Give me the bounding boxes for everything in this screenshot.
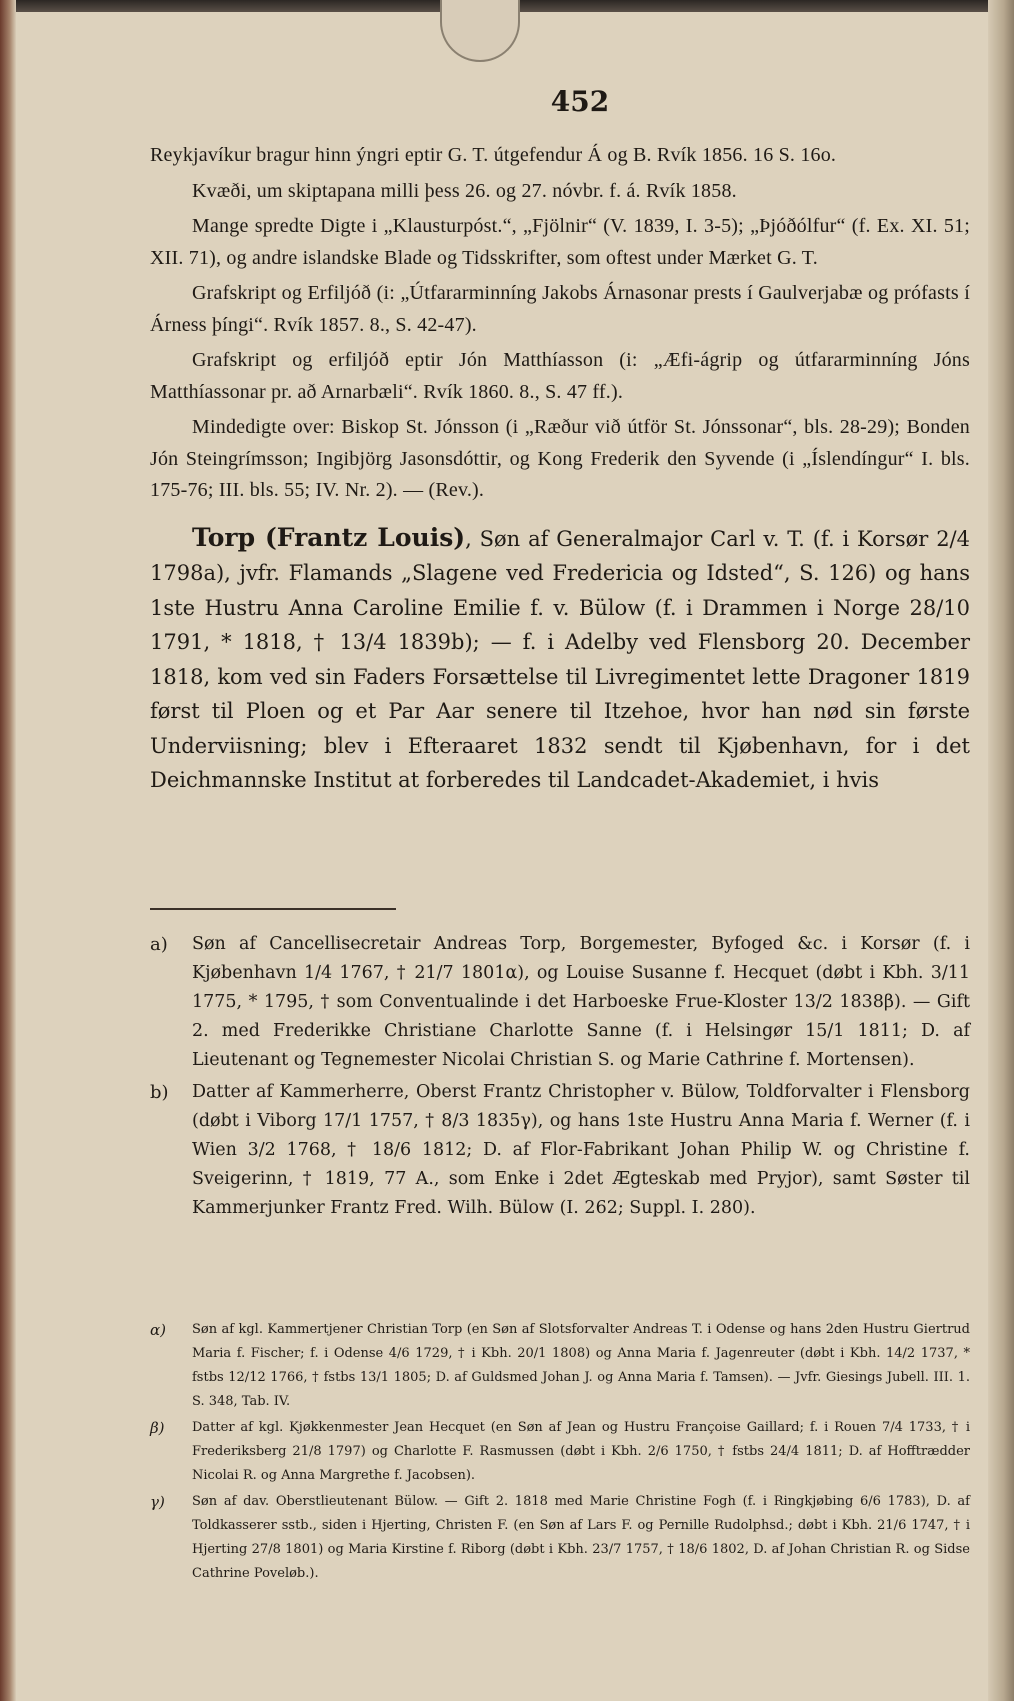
subnote-alpha [150,1318,970,1414]
footnote-separator [150,908,396,910]
subnote-text: Søn af dav. Oberstlieutenant Bülow. — Gift 2. 1818 med Marie Christine Fogh (f. i Ringkjøbing 6/6 1783), D. af Toldkasserer sstb., siden i Hjerting, Christen F. (en Søn af Lars F. og Pernille Rudolphsd.; døbt i Kbh. 21/6 1747, † i Hjerting 27/8 1801) og Maria Kirstine f. Riborg (døbt i Kbh. 23/7 1757, † 18/6 1802, D. af Johan Christian R. og Sidse Cathrine Poveløb.). [192,1494,970,1581]
main-content [150,85,970,798]
subnote-marker: β) [150,1419,165,1437]
paper-clip-mark [440,0,520,62]
footnotes [150,930,970,1226]
entry-body-torp: , Søn af Generalmajor Carl v. T. (f. i Korsør 2/4 1798a), jvfr. Flamands „Slagene ved Fredericia og Idsted“, S. 126) og hans 1ste Hustru Anna Caroline Emilie f. v. Bülow (f. i Drammen i Norge 28/10 1791, * 1818, † 13/4 1839b); — f. i Adelby ved Flensborg 20. December 1818, kom ved sin Faders Forsættelse til Livregimentet lette Dragoner 1819 først til Ploen og et Par Aar senere til Itzehoe, hvor han nød sin første Underviisning; blev i Efteraaret 1832 sendt til Kjøbenhavn, for i det Deichmannske Institut at forberedes til Landcadet-Akademiet, i hvis [150,526,970,792]
footnote-a [150,930,970,1075]
entry-grafskript-2: Grafskript og erfiljóð eptir Jón Matthíasson (i: „Æfi-ágrip og útfararminníng Jóns Matthíassonar pr. að Arnarbæli“. Rvík 1860. 8., S. 47 ff.). [150,349,970,403]
subfootnotes [150,1318,970,1588]
subnote-gamma [150,1490,970,1586]
footnote-text: Datter af Kammerherre, Oberst Frantz Christopher v. Bülow, Toldforvalter i Flensborg (døbt i Viborg 17/1 1757, † 8/3 1835γ), og hans 1ste Hustru Anna Maria f. Werner (f. i Wien 3/2 1768, † 18/6 1812; D. af Flor-Fabrikant Johan Philip W. og Christine f. Sveigerinn, † 1819, 77 A., som Enke i 2det Ægteskab med Pryjor), samt Søster til Kammerjunker Frantz Fred. Wilh. Bülow (I. 262; Suppl. I. 280). [192,1082,970,1218]
footnote-marker: b) [150,1082,169,1103]
entry-mindedigte: Mindedigte over: Biskop St. Jónsson (i „Ræður við útför St. Jónssonar“, bls. 28-29); Bonden Jón Steingrímsson; Ingibjörg Jasonsdóttir, og Kong Frederik den Syvende (i „Íslendíngur“ I. bls. 175-76; III. bls. 55; IV. Nr. 2). — (Rev.). [150,416,970,501]
page-fore-edge [988,0,1014,1701]
subnote-text: Datter af kgl. Kjøkkenmester Jean Hecquet (en Søn af Jean og Hustru Françoise Gaillard; f. i Rouen 7/4 1733, † i Frederiksberg 21/8 1797) og Charlotte F. Rasmussen (døbt i Kbh. 2/6 1750, † fstbs 24/4 1811; D. af Hofftrædder Nicolai R. og Anna Margrethe f. Jacobsen). [192,1420,970,1483]
book-spine-edge [0,0,16,1701]
footnote-text: Søn af Cancellisecretair Andreas Torp, Borgemester, Byfoged &c. i Korsør (f. i Kjøbenhavn 1/4 1767, † 21/7 1801α), og Louise Susanne f. Hecquet (døbt i Kbh. 3/11 1775, * 1795, † som Conventualinde i det Harboeske Frue-Kloster 13/2 1838β). — Gift 2. med Frederikke Christiane Charlotte Sanne (f. i Helsingør 15/1 1811; D. af Lieutenant og Tegnemester Nicolai Christian S. og Marie Cathrine f. Mortensen). [192,934,970,1070]
entry-mange-digte: Mange spredte Digte i „Klausturpóst.“, „Fjölnir“ (V. 1839, I. 3-5); „Þjóðólfur“ (f. Ex. XI. 51; XII. 71), og andre islandske Blade og Tidsskrifter, som oftest under Mærket G. T. [150,215,970,269]
entry-kvaedi: Kvæði, um skiptapana milli þess 26. og 27. nóvbr. f. á. Rvík 1858. [192,179,737,202]
entry-reykjavikur: Reykjavíkur bragur hinn ýngri eptir G. T. útgefendur Á og B. Rvík 1856. 16 S. 16o. [150,144,837,166]
entry-grafskript-1: Grafskript og Erfiljóð (i: „Útfararminníng Jakobs Árnasonar prests í Gaulverjabæ og prófasts í Árness þíngi“. Rvík 1857. 8., S. 42-47). [150,282,970,336]
page-number: 452 [550,85,610,118]
subnote-marker: α) [150,1321,166,1339]
main-biography-entry [150,521,970,798]
entry-heading-torp: Torp (Frantz Louis) [192,522,466,552]
subnote-text: Søn af kgl. Kammertjener Christian Torp (en Søn af Slotsforvalter Andreas T. i Odense og hans 2den Hustru Giertrud Maria f. Fischer; f. i Odense 4/6 1729, † i Kbh. 20/1 1808) og Anna Maria f. Jagenreuter (døbt i Kbh. 14/2 1737, * fstbs 12/12 1766, † fstbs 13/1 1805; D. af Guldsmed Johan J. og Anna Maria f. Tamsen). — Jvfr. Giesings Jubell. III. 1. S. 348, Tab. IV. [192,1322,970,1409]
footnote-b [150,1078,970,1223]
subnote-beta [150,1416,970,1488]
subnote-marker: γ) [150,1493,165,1511]
footnote-marker: a) [150,934,168,955]
